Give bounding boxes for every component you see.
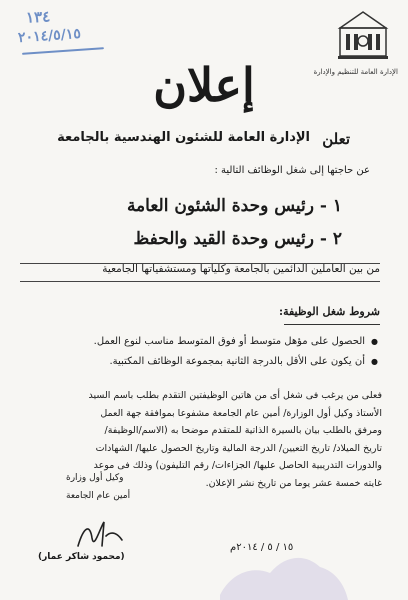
handwritten-underline — [22, 47, 104, 55]
bullet-icon: ● — [371, 337, 378, 346]
paper-smudge — [210, 545, 350, 600]
divider-bottom — [20, 281, 380, 282]
signatory-title-2: أمين عام الجامعة — [66, 491, 131, 501]
announcing-department: الإدارة العامة للشئون الهندسية بالجامعة — [57, 130, 310, 145]
body-line: غايته خمسة عشر يوما من تاريخ نشر الإعلان. — [205, 477, 382, 489]
eligibility-line: من بين العاملين الدائمين بالجامعة وكلياتها ومستشفياتها الجامعية — [102, 263, 380, 275]
body-line: الأستاذ وكيل أول الوزارة/ أمين عام الجامعة مشفوعا بموافقة جهة العمل — [100, 407, 382, 419]
conditions-underline — [284, 324, 380, 325]
handwritten-signature — [72, 516, 128, 556]
bullet-icon: ● — [371, 357, 378, 366]
handwritten-reference-number: ١٣٤ — [25, 7, 51, 27]
conditions-heading: شروط شغل الوظيفة: — [279, 305, 380, 318]
job-item-2: ٢ - رئيس وحدة القيد والحفظ — [133, 229, 342, 249]
body-line: ومرفق بالطلب بيان بالسيرة الذاتية للمتقدم موضحا به (الاسم/الوظيفة/ — [104, 425, 382, 437]
signatory-title-1: وكيل أول وزارة — [66, 473, 124, 483]
condition-item-1 — [94, 336, 378, 347]
condition-text: أن يكون على الأقل بالدرجة الثانية بمجموعة الوظائف المكتبية. — [109, 356, 366, 367]
condition-item-2 — [110, 356, 379, 367]
body-line: فعلى من يرغب فى شغل أى من هاتين الوظيفتين التقدم بطلب باسم السيد — [88, 390, 382, 401]
need-statement: عن حاجتها إلى شغل الوظائف التالية : — [214, 165, 370, 176]
job-item-1: ١ - رئيس وحدة الشئون العامة — [126, 196, 342, 216]
body-line: تاريخ الميلاد/ تاريخ التعيين/ الدرجة المالية وتاريخ الحصول عليها/ الشهادات — [95, 442, 382, 454]
organization-line: الإدارة العامة للتنظيم والإدارة — [313, 68, 398, 76]
condition-text: الحصول على مؤهل متوسط أو فوق المتوسط مناسب لنوع العمل. — [93, 336, 366, 347]
page-title: إعلان — [153, 58, 255, 112]
body-line: والدورات التدريبية الحاصل عليها/ الجزاءات/ رقم التليفون) وذلك فى موعد — [93, 460, 382, 472]
announce-verb: تعلن — [322, 130, 350, 148]
university-logo — [334, 6, 392, 64]
handwritten-date: ٢٠١٤/٥/١٥ — [17, 25, 82, 47]
signatory-name: (محمود شاكر عمار) — [38, 552, 125, 562]
document-date: ١٥ / ٥ / ٢٠١٤م — [230, 542, 294, 553]
